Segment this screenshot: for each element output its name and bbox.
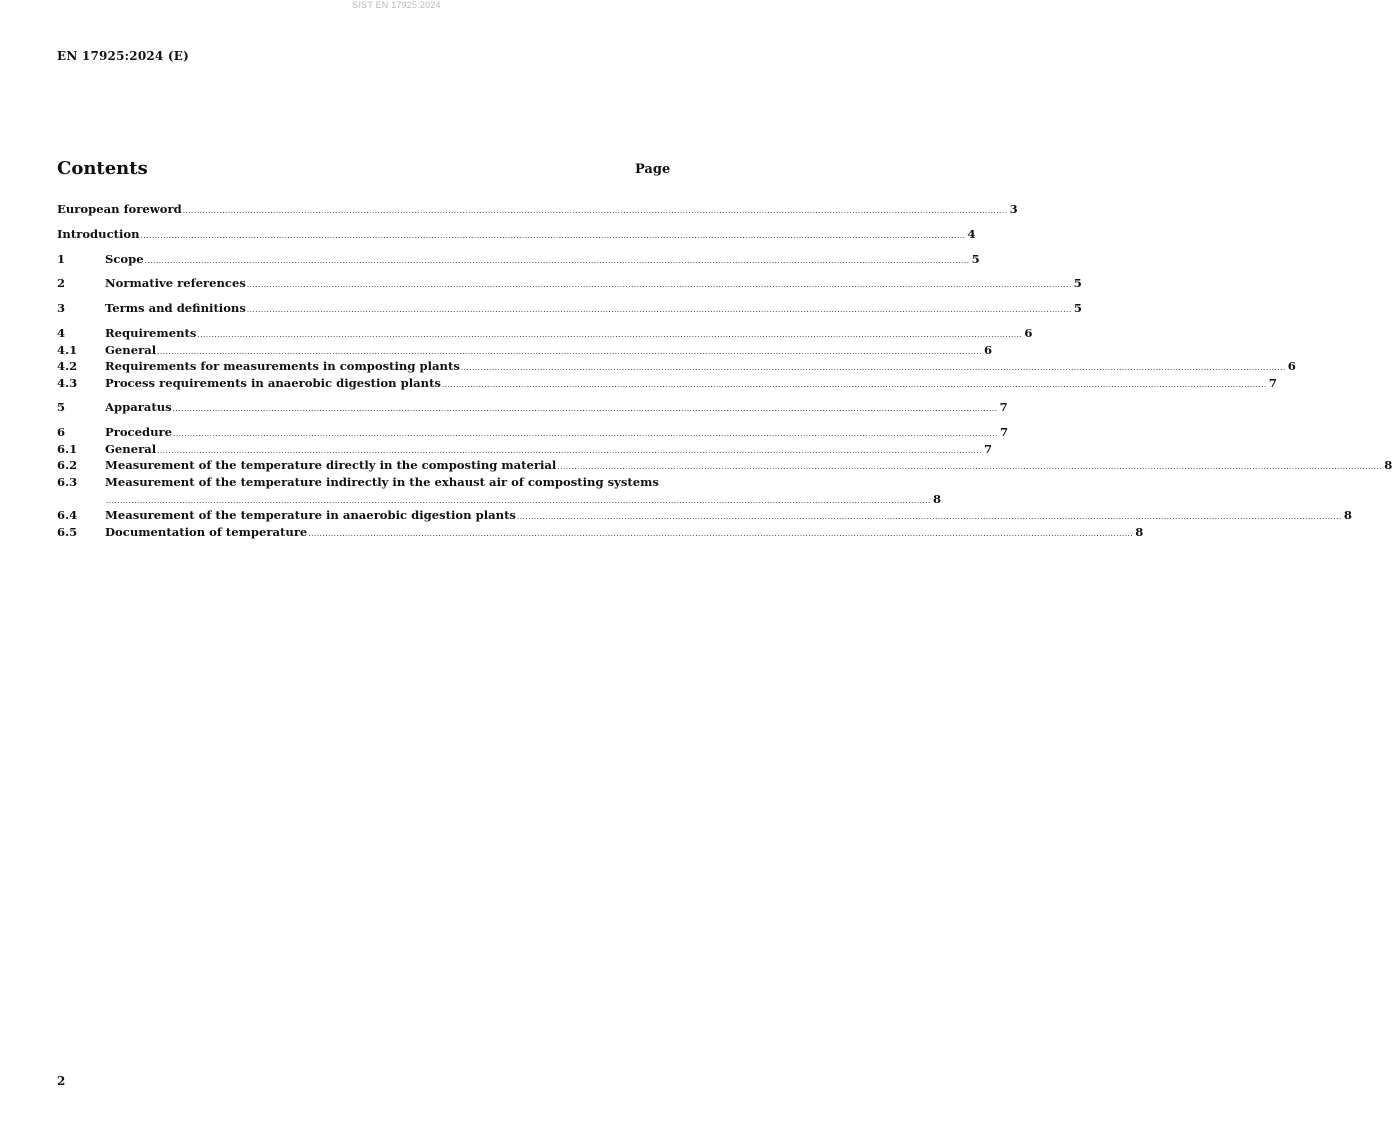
dot-leader (308, 526, 1133, 543)
toc-entry-composting-requirements[interactable] (57, 358, 1296, 375)
dot-leader (557, 459, 1382, 476)
toc-entry-number: 6.3 (57, 475, 78, 490)
toc-entry-title: Requirements for measurements in composting plants (105, 359, 460, 374)
toc-entry-title: Documentation of temperature (105, 524, 308, 539)
toc-entry-title: European foreword (57, 202, 182, 216)
toc-entry-title: Scope (105, 251, 144, 266)
toc-entry-page: 7 (1268, 375, 1277, 390)
contents-title: Contents (57, 158, 148, 179)
toc-entry-title: Measurement of the temperature directly in the composting material (105, 458, 557, 473)
toc-entry-title: Requirements (105, 325, 197, 340)
dot-leader (517, 509, 1342, 526)
toc-entry-european-foreword[interactable] (57, 201, 1018, 218)
toc-entry-direct-measurement[interactable] (57, 457, 1392, 474)
dot-leader (247, 277, 1072, 294)
toc-entry-number: 6.5 (57, 524, 78, 539)
toc-entry-number: 6.4 (57, 508, 78, 523)
toc-entry-number: 4.3 (57, 375, 78, 390)
toc-entry-title: Terms and definitions (105, 301, 246, 316)
toc-entry-apparatus[interactable] (57, 399, 1008, 416)
toc-entry-number: 1 (57, 251, 66, 266)
toc-entry-terms-and-definitions[interactable] (57, 300, 1082, 317)
toc-entry-title: Measurement of the temperature indirectly in the exhaust air of composting systems (105, 475, 659, 490)
toc-entry-introduction[interactable] (57, 226, 976, 243)
dot-leader (197, 327, 1022, 344)
toc-entry-number: 5 (57, 400, 66, 415)
toc-entry-title: General (105, 441, 157, 456)
toc-entry-page: 7 (999, 425, 1009, 440)
toc-entry-page: 4 (967, 226, 976, 241)
page-column-heading: Page (635, 162, 671, 177)
toc-entry-requirements[interactable] (57, 325, 1033, 342)
toc-entry-title: Measurement of the temperature in anaerobic digestion plants (105, 508, 516, 523)
toc-entry-title: Process requirements in anaerobic digestion plants (105, 375, 441, 390)
table-of-contents (57, 201, 1392, 540)
dot-leader (442, 377, 1267, 394)
dot-leader (145, 253, 970, 270)
dot-leader (461, 360, 1286, 377)
toc-entry-scope[interactable] (57, 251, 980, 268)
toc-entry-requirements-general[interactable] (57, 342, 993, 359)
toc-entry-page: 8 (1135, 524, 1144, 539)
toc-entry-page: 5 (1073, 301, 1082, 316)
toc-entry-page: 6 (1024, 325, 1033, 340)
dot-leader (183, 203, 1008, 220)
toc-entry-anaerobic-requirements[interactable] (57, 375, 1277, 392)
toc-entry-number: 4.2 (57, 359, 78, 374)
toc-entry-page: 8 (1384, 458, 1392, 473)
dot-leader (173, 401, 998, 418)
toc-entry-number: 6.1 (57, 441, 78, 456)
toc-entry-procedure-general[interactable] (57, 441, 993, 458)
toc-entry-page: 3 (1009, 202, 1018, 216)
watermark: SIST EN 17925:2024 (352, 0, 441, 10)
toc-entry-page: 7 (999, 400, 1008, 415)
document-id: EN 17925:2024 (E) (57, 49, 189, 63)
toc-entry-title: General (105, 342, 157, 357)
toc-entry-number: 4 (57, 325, 66, 340)
toc-entry-number: 3 (57, 301, 66, 316)
toc-entry-page: 8 (932, 491, 942, 506)
toc-entry-number: 6 (57, 425, 66, 440)
toc-entry-documentation[interactable] (57, 524, 1144, 541)
dot-leader (247, 302, 1072, 319)
toc-entry-page: 7 (984, 441, 993, 456)
toc-entry-title: Apparatus (105, 400, 172, 415)
toc-entry-number: 4.1 (57, 342, 78, 357)
toc-entry-title: Normative references (105, 276, 246, 291)
dot-leader (141, 228, 966, 245)
toc-entry-page: 6 (984, 342, 993, 357)
toc-entry-anaerobic-measurement[interactable] (57, 507, 1352, 524)
toc-entry-page: 5 (971, 251, 980, 266)
toc-entry-title: Introduction (57, 226, 140, 241)
page-number: 2 (57, 1074, 66, 1088)
toc-entry-indirect-measurement[interactable] (57, 474, 673, 491)
toc-entry-title: Procedure (105, 425, 173, 440)
toc-entry-number: 2 (57, 276, 66, 291)
dot-leader (173, 426, 998, 443)
toc-entry-page: 8 (1343, 508, 1352, 523)
toc-entry-page: 5 (1073, 276, 1082, 291)
toc-entry-number: 6.2 (57, 458, 78, 473)
toc-entry-procedure[interactable] (57, 424, 1009, 441)
toc-entry-normative-references[interactable] (57, 275, 1082, 292)
toc-entry-page: 6 (1287, 359, 1296, 374)
toc-entry-indirect-measurement-continuation[interactable] (57, 491, 942, 508)
